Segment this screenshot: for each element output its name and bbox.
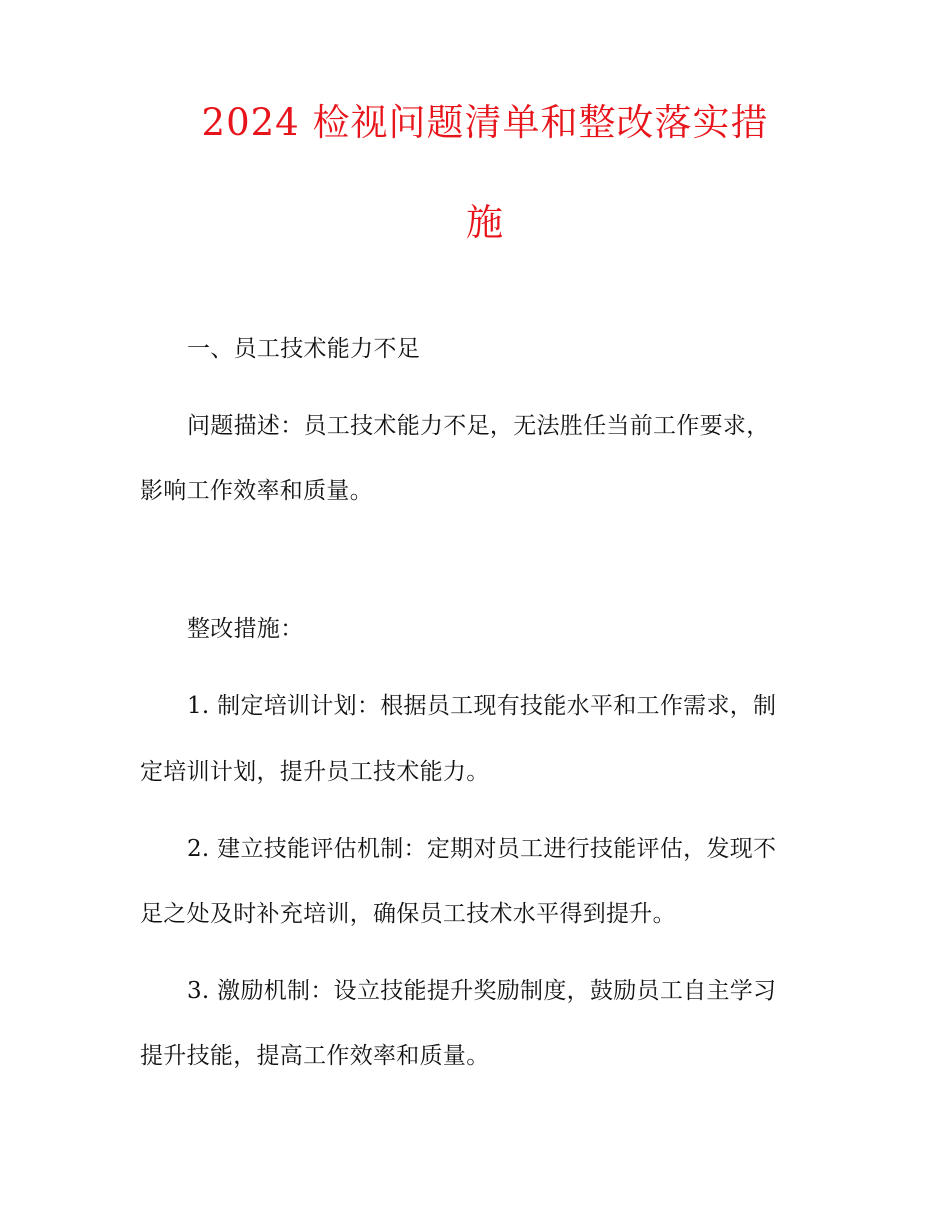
measure-1-line-2: 定培训计划，提升员工技术能力。 bbox=[140, 759, 490, 785]
measure-1-line-1: 1. 制定培训计划：根据员工现有技能水平和工作需求，制 bbox=[187, 693, 777, 719]
section-heading: 一、员工技术能力不足 bbox=[187, 336, 420, 362]
problem-description-line-2: 影响工作效率和质量。 bbox=[140, 478, 373, 504]
problem-description-line-1: 问题描述：员工技术能力不足，无法胜任当前工作要求， bbox=[187, 413, 770, 439]
document-title-line-2: 施 bbox=[466, 201, 504, 244]
measure-3-line-1: 3. 激励机制：设立技能提升奖励制度，鼓励员工自主学习 bbox=[187, 978, 777, 1004]
measure-2-line-2: 足之处及时补充培训，确保员工技术水平得到提升。 bbox=[140, 901, 676, 927]
measures-heading: 整改措施： bbox=[187, 616, 304, 642]
measure-2-line-1: 2. 建立技能评估机制：定期对员工进行技能评估，发现不 bbox=[187, 836, 777, 862]
measure-3-line-2: 提升技能，提高工作效率和质量。 bbox=[140, 1043, 490, 1069]
document-title-line-1: 2024 检视问题清单和整改落实措 bbox=[201, 101, 769, 144]
